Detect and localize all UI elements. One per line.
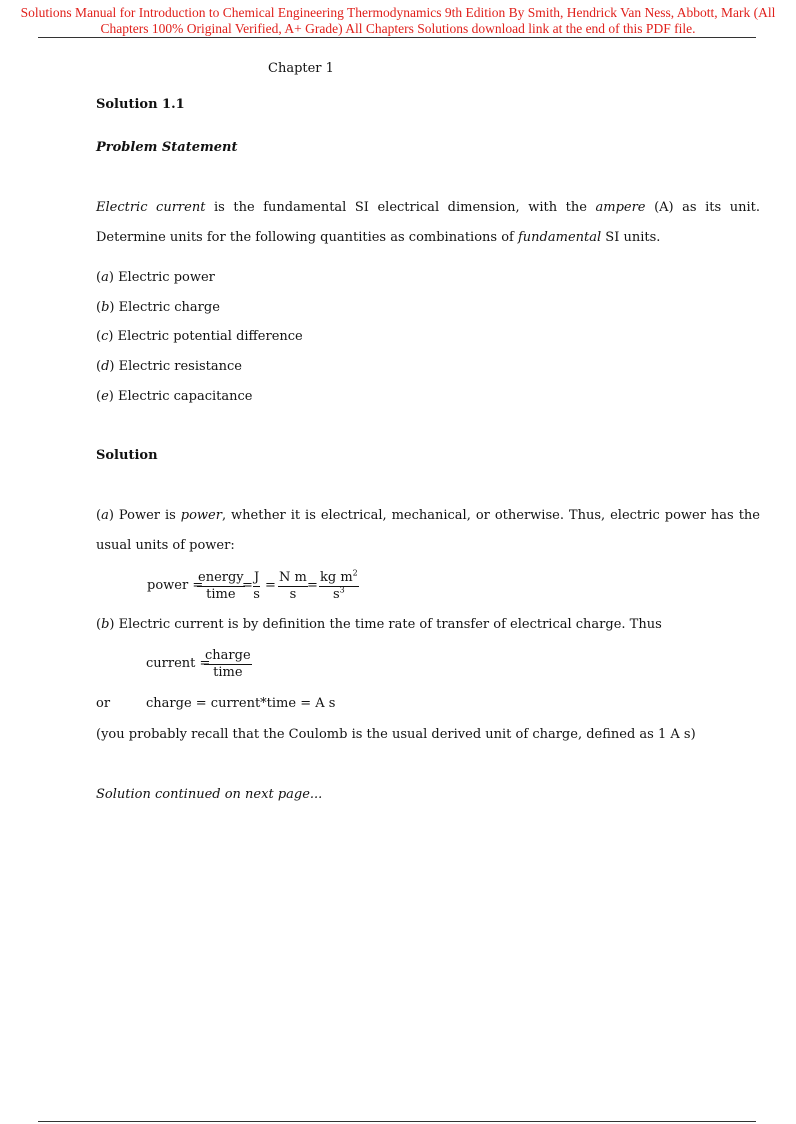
list-item: (d) Electric resistance <box>96 359 242 374</box>
denominator: s <box>253 587 260 602</box>
item-letter: d <box>101 359 110 374</box>
header-rule <box>38 37 756 38</box>
problem-text-3: SI units. <box>601 230 661 245</box>
item-text: Electric resistance <box>118 359 242 374</box>
footer-rule <box>38 1121 756 1122</box>
numerator <box>319 570 359 587</box>
fraction <box>204 648 252 681</box>
term-ampere: ampere <box>595 200 646 215</box>
exponent: 3 <box>339 585 345 595</box>
item-letter: e <box>101 389 109 404</box>
numerator: J <box>254 570 260 585</box>
continued-note: Solution continued on next page... <box>96 787 323 802</box>
term-electric-current: Electric current <box>96 200 206 215</box>
denominator: time <box>213 665 243 680</box>
exponent: 2 <box>352 568 358 578</box>
denominator-base: s <box>333 587 340 602</box>
list-item: (b) Electric charge <box>96 300 220 315</box>
part-letter: a <box>101 508 109 523</box>
eq-lhs: current <box>146 656 196 671</box>
item-text: Electric capacitance <box>118 389 253 404</box>
numerator: charge <box>205 648 251 663</box>
part-b-text: Electric current is by definition the time rate of transfer of electrical charge. Thus <box>114 617 662 632</box>
solution-heading: Solution <box>96 448 158 463</box>
list-item: (e) Electric capacitance <box>96 389 253 404</box>
problem-text-1: is the fundamental SI electrical dimension, with the <box>205 200 596 215</box>
numerator-base: kg m <box>320 570 353 585</box>
term-power: power <box>180 508 222 523</box>
numerator: N m <box>279 570 307 585</box>
solution-title: Solution 1.1 <box>96 97 185 112</box>
part-letter: b <box>101 617 110 632</box>
problem-statement-heading: Problem Statement <box>96 140 238 155</box>
fraction <box>319 570 359 603</box>
denominator: time <box>206 587 236 602</box>
item-letter: a <box>101 270 109 285</box>
part-b-paragraph: (b) Electric current is by definition the time rate of transfer of electrical charge. Thus <box>96 617 662 632</box>
list-item: (c) Electric potential difference <box>96 329 303 344</box>
fraction <box>253 570 260 603</box>
item-letter: b <box>101 300 110 315</box>
part-a-paragraph: (a) Power is power, whether it is electrical, mechanical, or otherwise. Thus, electric power has the usual units of power: <box>96 508 760 553</box>
problem-text-2: (A) as its unit. Determine units for the following quantities as combinations of <box>96 200 760 245</box>
item-text: Electric power <box>118 270 215 285</box>
charge-equation: charge = current*time = A s <box>146 696 336 711</box>
download-banner: Solutions Manual for Introduction to Chemical Engineering Thermodynamics 9th Edition By Smith, Hendrick Van Ness, Abbott, Mark (All Chapters 100% Original Verified, A+ Grade) All Chapters Solutions download link at the end of this PDF file. <box>20 5 776 36</box>
numerator: energy <box>198 570 244 585</box>
chapter-heading: Chapter 1 <box>268 61 334 76</box>
item-letter: c <box>101 329 109 344</box>
list-item: (a) Electric power <box>96 270 215 285</box>
part-a-text-1: Power is <box>113 508 181 523</box>
coulomb-note: (you probably recall that the Coulomb is the usual derived unit of charge, defined as 1 A s) <box>96 727 696 742</box>
or-label: or <box>96 696 111 711</box>
denominator: s <box>289 587 297 602</box>
part-a-text-2: , whether it is electrical, mechanical, or otherwise. Thus, electric power has the usual units of power: <box>96 508 760 553</box>
item-text: Electric potential difference <box>117 329 303 344</box>
item-text: Electric charge <box>118 300 220 315</box>
term-fundamental: fundamental <box>518 230 602 245</box>
fraction <box>278 570 308 603</box>
problem-paragraph <box>96 193 760 253</box>
denominator <box>319 587 359 603</box>
eq-lhs: power <box>147 578 189 593</box>
fraction <box>197 570 245 603</box>
